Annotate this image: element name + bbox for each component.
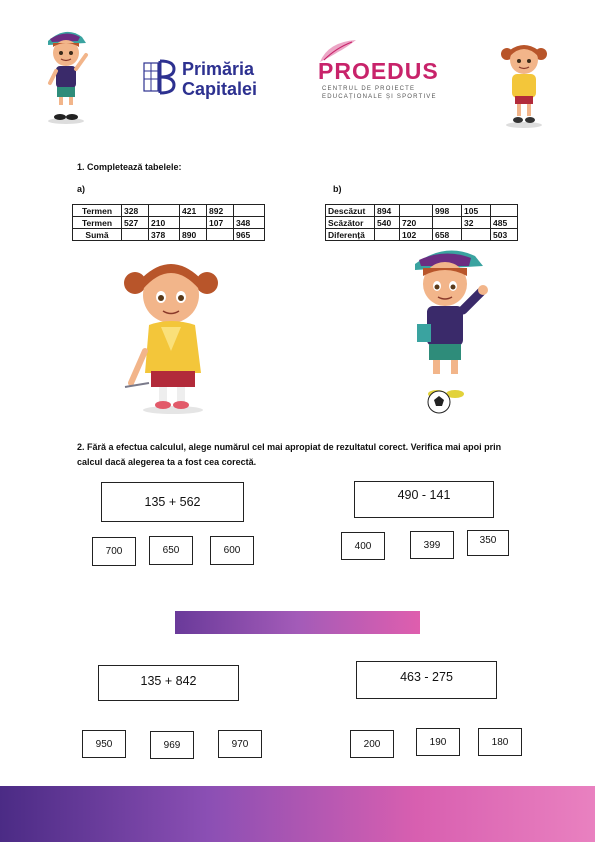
answer-option[interactable]: 600 [210,536,254,565]
table-cell[interactable] [462,229,491,241]
table-cell: 421 [180,205,207,217]
answer-option[interactable]: 399 [410,531,454,559]
gradient-divider [175,611,420,634]
table-cell: 348 [234,217,265,229]
question2-line1: 2. Fără a efectua calculul, alege numărul cel mai apropiat de rezultatul corect. Verifica mai apoi prin [77,442,502,452]
primaria-logo-line2: Capitalei [182,79,258,99]
table-cell[interactable] [122,229,149,241]
answer-option[interactable]: 190 [416,728,460,756]
girl-mascot-large [115,255,225,415]
answer-option[interactable]: 200 [350,730,394,758]
answer-option[interactable]: 970 [218,730,262,758]
primaria-logo-icon [142,57,176,97]
answer-option[interactable]: 180 [478,728,522,756]
primaria-logo-line1: Primăria [182,59,255,79]
difference-table [325,204,518,241]
table-cell: 328 [122,205,149,217]
table-cell: 892 [207,205,234,217]
expression-box-3: 135 + 842 [98,665,239,701]
row-header-descazut: Descăzut [326,205,375,217]
table-cell: 210 [149,217,180,229]
row-header-scazator: Scăzător [326,217,375,229]
table-cell: 998 [433,205,462,217]
table-cell: 485 [491,217,518,229]
answer-option[interactable]: 700 [92,537,136,566]
table-cell: 527 [122,217,149,229]
table-cell[interactable] [433,217,462,229]
table-row [73,205,265,217]
row-header-termen: Termen [73,205,122,217]
table-cell[interactable] [180,217,207,229]
table-cell[interactable] [149,205,180,217]
expression-box-1: 135 + 562 [101,482,244,522]
expression-box-4: 463 - 275 [356,661,497,699]
table-a-label: a) [77,184,86,194]
table-row [73,217,265,229]
table-row [326,229,518,241]
proedus-logo-sub2: EDUCAȚIONALE ȘI SPORTIVE [322,94,437,100]
table-cell: 890 [180,229,207,241]
table-cell[interactable] [234,205,265,217]
table-cell: 658 [433,229,462,241]
proedus-logo-name: PROEDUS [318,58,439,84]
table-cell: 105 [462,205,491,217]
girl-mascot-small [497,38,551,128]
answer-option[interactable]: 400 [341,532,385,560]
table-cell: 102 [400,229,433,241]
expression-box-2: 490 - 141 [354,481,494,518]
table-cell: 32 [462,217,491,229]
table-cell: 720 [400,217,433,229]
sum-table [72,204,265,241]
row-header-suma: Sumă [73,229,122,241]
boy-mascot-large [405,244,495,416]
table-cell[interactable] [207,229,234,241]
table-cell: 107 [207,217,234,229]
footer-gradient-band [0,786,595,842]
question2-line2: calcul dacă alegerea ta a fost cea corectă. [77,457,257,467]
table-b-label: b) [333,184,342,194]
table-cell: 503 [491,229,518,241]
table-cell[interactable] [491,205,518,217]
answer-option[interactable]: 650 [149,536,193,565]
table-cell: 894 [375,205,400,217]
answer-option[interactable]: 969 [150,731,194,759]
table-row [326,217,518,229]
answer-option[interactable]: 950 [82,730,126,758]
table-cell: 540 [375,217,400,229]
boy-mascot-small [40,25,92,125]
table-cell[interactable] [375,229,400,241]
table-cell[interactable] [400,205,433,217]
row-header-diferenta: Diferență [326,229,375,241]
row-header-termen: Termen [73,217,122,229]
table-cell: 965 [234,229,265,241]
question1-title: 1. Completează tabelele: [77,162,182,172]
table-row [73,229,265,241]
proedus-logo-sub1: CENTRUL DE PROIECTE [322,86,416,92]
answer-option[interactable]: 350 [467,530,509,556]
table-cell: 378 [149,229,180,241]
table-row [326,205,518,217]
